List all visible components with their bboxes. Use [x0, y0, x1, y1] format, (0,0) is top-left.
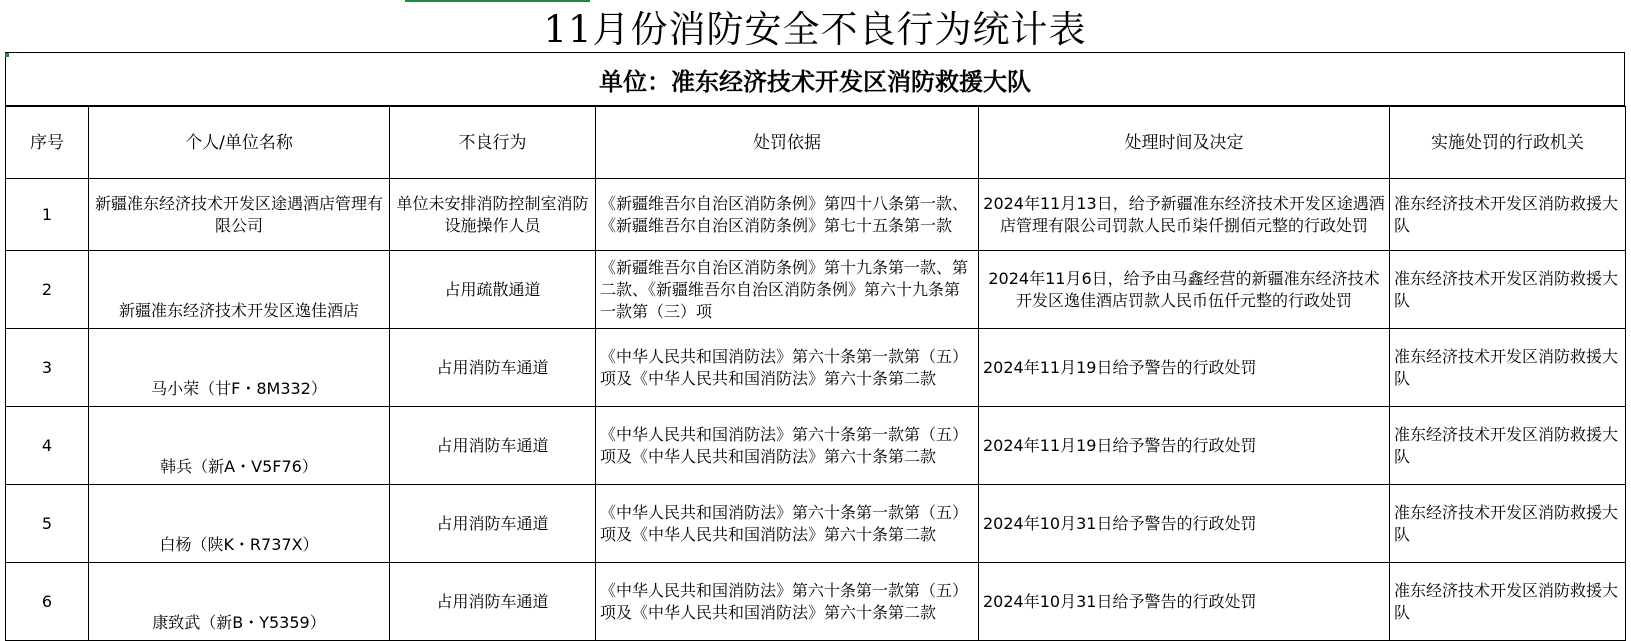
header-no: 序号 [6, 107, 89, 179]
cell-name: 马小荣（甘F・8M332） [89, 329, 390, 407]
cell-act: 占用疏散通道 [390, 251, 596, 329]
header-org: 实施处罚的行政机关 [1390, 107, 1626, 179]
header-basis: 处罚依据 [596, 107, 979, 179]
cell-act: 占用消防车通道 [390, 407, 596, 485]
table-row [6, 251, 1626, 329]
violation-table [5, 106, 1626, 641]
header-name: 个人/单位名称 [89, 107, 390, 179]
cell-decision: 2024年11月19日给予警告的行政处罚 [979, 329, 1390, 407]
cell-org: 准东经济技术开发区消防救援大队 [1390, 563, 1626, 641]
cell-marker [5, 53, 9, 57]
cell-basis: 《中华人民共和国消防法》第六十条第一款第（五）项及《中华人民共和国消防法》第六十条第二款 [596, 407, 979, 485]
header-act: 不良行为 [390, 107, 596, 179]
header-row [6, 107, 1626, 179]
cell-name: 新疆准东经济技术开发区逸佳酒店 [89, 251, 390, 329]
unit-row: 单位：准东经济技术开发区消防救援大队 [5, 53, 1625, 106]
cell-name: 白杨（陕K・R737X） [89, 485, 390, 563]
cell-no: 3 [6, 329, 89, 407]
cell-act: 占用消防车通道 [390, 563, 596, 641]
cell-name: 康致武（新B・Y5359） [89, 563, 390, 641]
table-row [6, 179, 1626, 251]
cell-name: 韩兵（新A・V5F76） [89, 407, 390, 485]
cell-basis: 《中华人民共和国消防法》第六十条第一款第（五）项及《中华人民共和国消防法》第六十条第二款 [596, 563, 979, 641]
cell-no: 2 [6, 251, 89, 329]
cell-org: 准东经济技术开发区消防救援大队 [1390, 407, 1626, 485]
cell-act: 单位未安排消防控制室消防设施操作人员 [390, 179, 596, 251]
sheet-title: 11月份消防安全不良行为统计表 [5, 0, 1625, 53]
table-row [6, 485, 1626, 563]
cell-no: 1 [6, 179, 89, 251]
cell-org: 准东经济技术开发区消防救援大队 [1390, 329, 1626, 407]
cell-basis: 《新疆维吾尔自治区消防条例》第四十八条第一款、《新疆维吾尔自治区消防条例》第七十五条第一款 [596, 179, 979, 251]
cell-basis: 《中华人民共和国消防法》第六十条第一款第（五）项及《中华人民共和国消防法》第六十条第二款 [596, 485, 979, 563]
cell-decision: 2024年11月19日给予警告的行政处罚 [979, 407, 1390, 485]
spreadsheet [5, 0, 1625, 632]
table-row [6, 329, 1626, 407]
cell-decision: 2024年10月31日给予警告的行政处罚 [979, 485, 1390, 563]
cell-act: 占用消防车通道 [390, 329, 596, 407]
cell-decision: 2024年11月6日，给予由马鑫经营的新疆准东经济技术开发区逸佳酒店罚款人民币伍仟元整的行政处罚 [979, 251, 1390, 329]
cell-decision: 2024年10月31日给予警告的行政处罚 [979, 563, 1390, 641]
cell-no: 4 [6, 407, 89, 485]
table-row [6, 407, 1626, 485]
cell-basis: 《中华人民共和国消防法》第六十条第一款第（五）项及《中华人民共和国消防法》第六十条第二款 [596, 329, 979, 407]
cell-org: 准东经济技术开发区消防救援大队 [1390, 251, 1626, 329]
cell-org: 准东经济技术开发区消防救援大队 [1390, 485, 1626, 563]
cell-no: 6 [6, 563, 89, 641]
table-row [6, 563, 1626, 641]
cell-act: 占用消防车通道 [390, 485, 596, 563]
cell-no: 5 [6, 485, 89, 563]
cell-decision: 2024年11月13日，给予新疆准东经济技术开发区途遇酒店管理有限公司罚款人民币柒仟捌佰元整的行政处罚 [979, 179, 1390, 251]
cell-basis: 《新疆维吾尔自治区消防条例》第十九条第一款、第二款、《新疆维吾尔自治区消防条例》第六十九条第一款第（三）项 [596, 251, 979, 329]
cell-name: 新疆准东经济技术开发区途遇酒店管理有限公司 [89, 179, 390, 251]
cell-org: 准东经济技术开发区消防救援大队 [1390, 179, 1626, 251]
header-decision: 处理时间及决定 [979, 107, 1390, 179]
